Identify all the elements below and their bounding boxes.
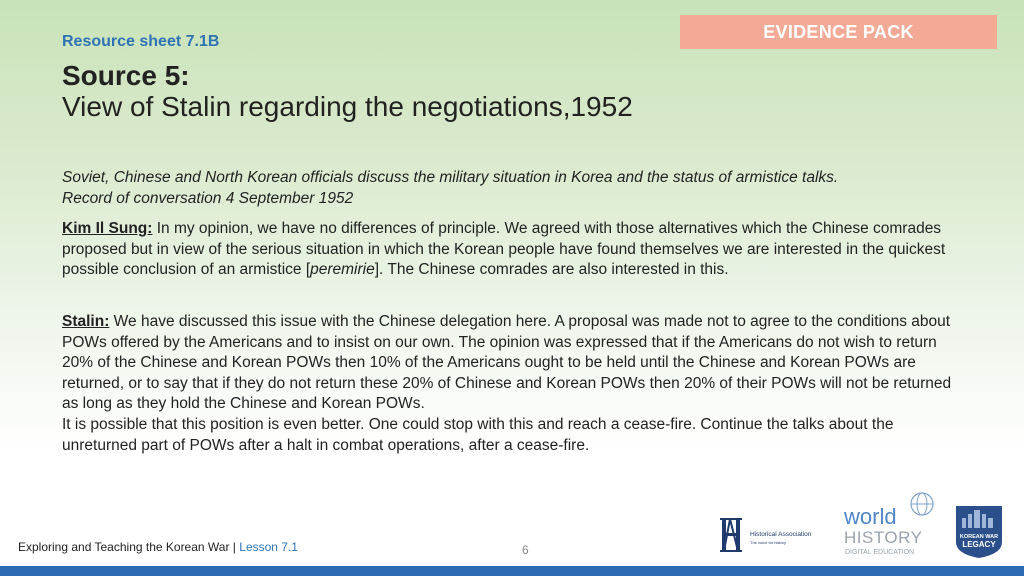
intro-record: Record of conversation 4 September 1952 <box>62 190 354 207</box>
speaker-stalin: Stalin: <box>62 313 110 330</box>
kw-line1: KOREAN WAR <box>959 534 999 540</box>
historical-association-logo <box>720 515 832 555</box>
intro-description: Soviet, Chinese and North Korean officials discuss the military situation in Korea and the status of armistice talks. <box>62 169 839 186</box>
ha-name: Historical Association <box>750 531 812 538</box>
source-title: View of Stalin regarding the negotiations,1952 <box>62 91 633 122</box>
footer-lesson: Lesson 7.1 <box>239 540 298 554</box>
source-number: Source 5: <box>62 60 190 91</box>
stalin-paragraph <box>62 312 962 456</box>
speaker-kim-il-sung: Kim Il Sung: <box>62 220 153 237</box>
korean-war-legacy-logo <box>952 500 1006 560</box>
kw-line2: LEGACY <box>962 540 996 549</box>
footer-course-name: Exploring and Teaching the Korean War <box>18 540 230 554</box>
ha-monogram-icon <box>720 518 742 552</box>
wh-word: world <box>844 504 897 529</box>
wh-digital-education: DIGITAL EDUCATION <box>845 549 915 556</box>
evidence-pack-badge: EVIDENCE PACK <box>680 15 997 49</box>
stalin-text-continued: It is possible that this position is even better. One could stop with this and reach a cease-fire. Continue the talks about the unreturned part of POWs after a halt in combat operations, after a cease-fire. <box>62 415 894 454</box>
kim-il-sung-paragraph <box>62 219 962 281</box>
page-number: 6 <box>522 543 529 557</box>
peremirie-term: peremirie <box>310 261 375 279</box>
resource-sheet-label: Resource sheet 7.1B <box>62 33 220 50</box>
kim-text-after: ]. The Chinese comrades are also interested in this. <box>374 261 729 279</box>
page-title <box>62 60 633 122</box>
stalin-text: We have discussed this issue with the Chinese delegation here. A proposal was made not to agree to the conditions about POWs offered by the Americans and to insist on our own. The opinion was expressed that if the Americans do not wish to return 20% of the Chinese and Korean POWs then 10% of the Americans ought to be held until the Chinese and Korean POWs are returned, or to say that if they do not return these 20% of Chinese and Korean POWs then 20% of their POWs will not be returned as long as they hold the Chinese and Korean POWs. <box>62 313 952 413</box>
ha-tagline: The voice for history <box>750 540 787 545</box>
kim-text-before: In my opinion, we have no differences of principle. We agreed with those alternatives which the Chinese comrades proposed but in view of the serious situation in which the Korean people have found themselves we are interested in the quickest possible conclusion of an armistice [ <box>62 220 946 279</box>
footer-separator: | <box>229 540 240 554</box>
globe-icon <box>911 493 933 515</box>
source-intro <box>62 167 962 209</box>
world-history-logo <box>842 490 940 558</box>
footer-course <box>18 540 298 554</box>
bottom-bar <box>0 566 1024 576</box>
wh-history: HISTORY <box>844 528 923 547</box>
